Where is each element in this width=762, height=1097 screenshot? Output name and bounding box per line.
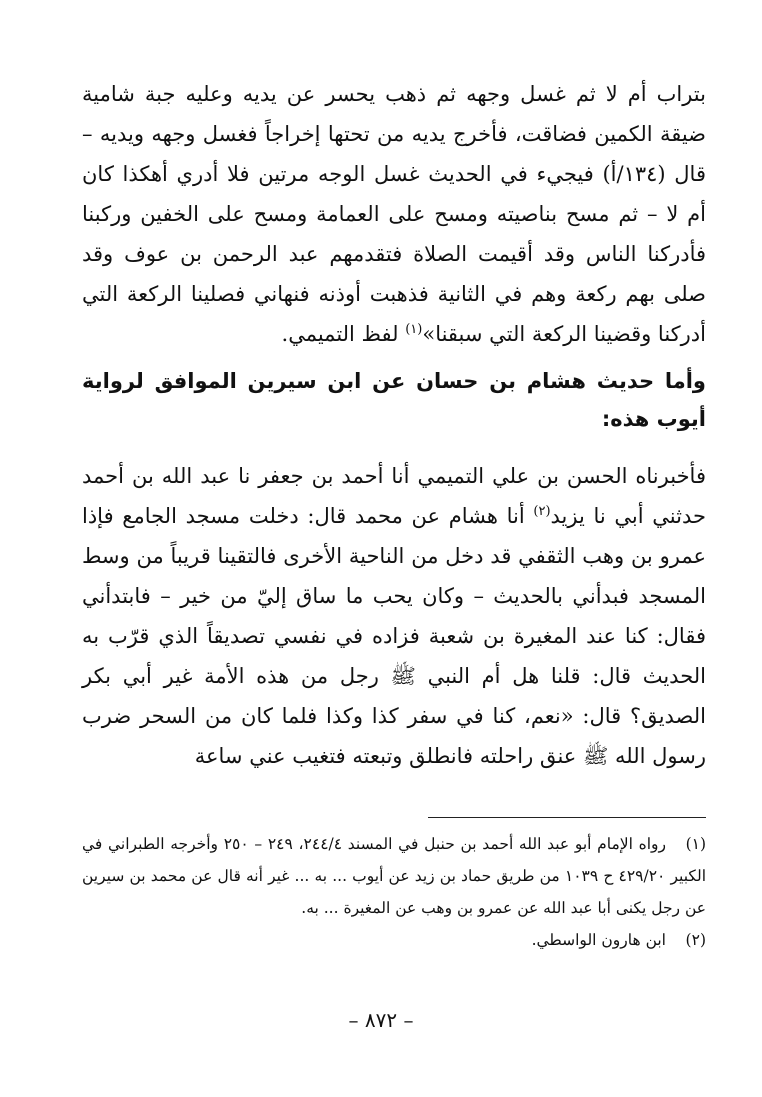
footnote-number: (٢) (685, 931, 706, 949)
footnote-ref-2: (٢) (533, 504, 551, 519)
footnote-1 (82, 828, 706, 924)
paragraph-1 (82, 74, 706, 354)
footnotes (82, 828, 706, 956)
paragraph-2 (82, 456, 706, 776)
paragraph-2-text: أنا هشام عن محمد قال: دخلت مسجد الجامع فإذا عمرو بن وهب الثقفي قد دخل من الناحية الأخرى فالتقينا قريباً من وسط المسجد فبدأني بالحديث – وكان يحب ما ساق إليّ من خير – فابتدأني فقال: كنا عند المغيرة بن شعبة فزاده في نفسي تصديقاً الذي قرّب به الحديث قال: قلنا هل أم النبي ﷺ رجل من هذه الأمة غير أبي بكر الصديق؟ قال: «نعم، كنا في سفر كذا وكذا فلما كان من السحر ضرب رسول الله ﷺ عنق راحلته فانطلق وتبعته فتغيب عني ساعة (82, 504, 706, 768)
footnote-ref-1: (١) (405, 322, 423, 337)
main-text (82, 74, 706, 776)
footnote-2 (82, 924, 706, 956)
paragraph-1-text: بتراب أم لا ثم غسل وجهه ثم ذهب يحسر عن يديه وعليه جبة شامية ضيقة الكمين فضاقت، فأخرج يديه من تحتها إخراجاً فغسل وجهه ويديه – قال (١٣٤/أ) فيجيء في الحديث غسل الوجه مرتين فلا أدري أهكذا كان أم لا – ثم مسح بناصيته ومسح على العمامة ومسح على الخفين وركبنا فأدركنا الناس وقد أقيمت الصلاة فتقدمهم عبد الرحمن بن عوف وقد صلى بهم ركعة وهم في الثانية فذهبت أوذنه فنهاني فصلينا الركعة التي أدركنا وقضينا الركعة التي سبقنا» (82, 82, 706, 346)
footnote-separator (428, 817, 706, 818)
paragraph-2-lead: فأخبرناه الحسن بن علي التميمي أنا أحمد بن جعفر نا عبد الله بن أحمد حدثني أبي نا يزيد (82, 464, 706, 528)
paragraph-1-tail: لفظ التميمي. (281, 322, 399, 346)
footnote-number: (١) (685, 835, 707, 853)
page-number: – ٨٧٢ – (348, 1008, 414, 1032)
footnote-text: ابن هارون الواسطي. (531, 931, 666, 949)
section-heading: وأما حديث هشام بن حسان عن ابن سيرين الموافق لرواية أيوب هذه: (82, 369, 706, 431)
footnote-text: رواه الإمام أبو عبد الله أحمد بن حنبل في المسند ٢٤٤/٤، ٢٤٩ – ٢٥٠ وأخرجه الطبراني في الكبير ٤٢٩/٢٠ ح ١٠٣٩ من طريق حماد بن زيد عن أيوب ... به ... غير أنه قال عن محمد بن سيرين عن رجل يكنى أبا عبد الله عن عمرو بن وهب عن المغيرة ... به. (82, 835, 706, 917)
